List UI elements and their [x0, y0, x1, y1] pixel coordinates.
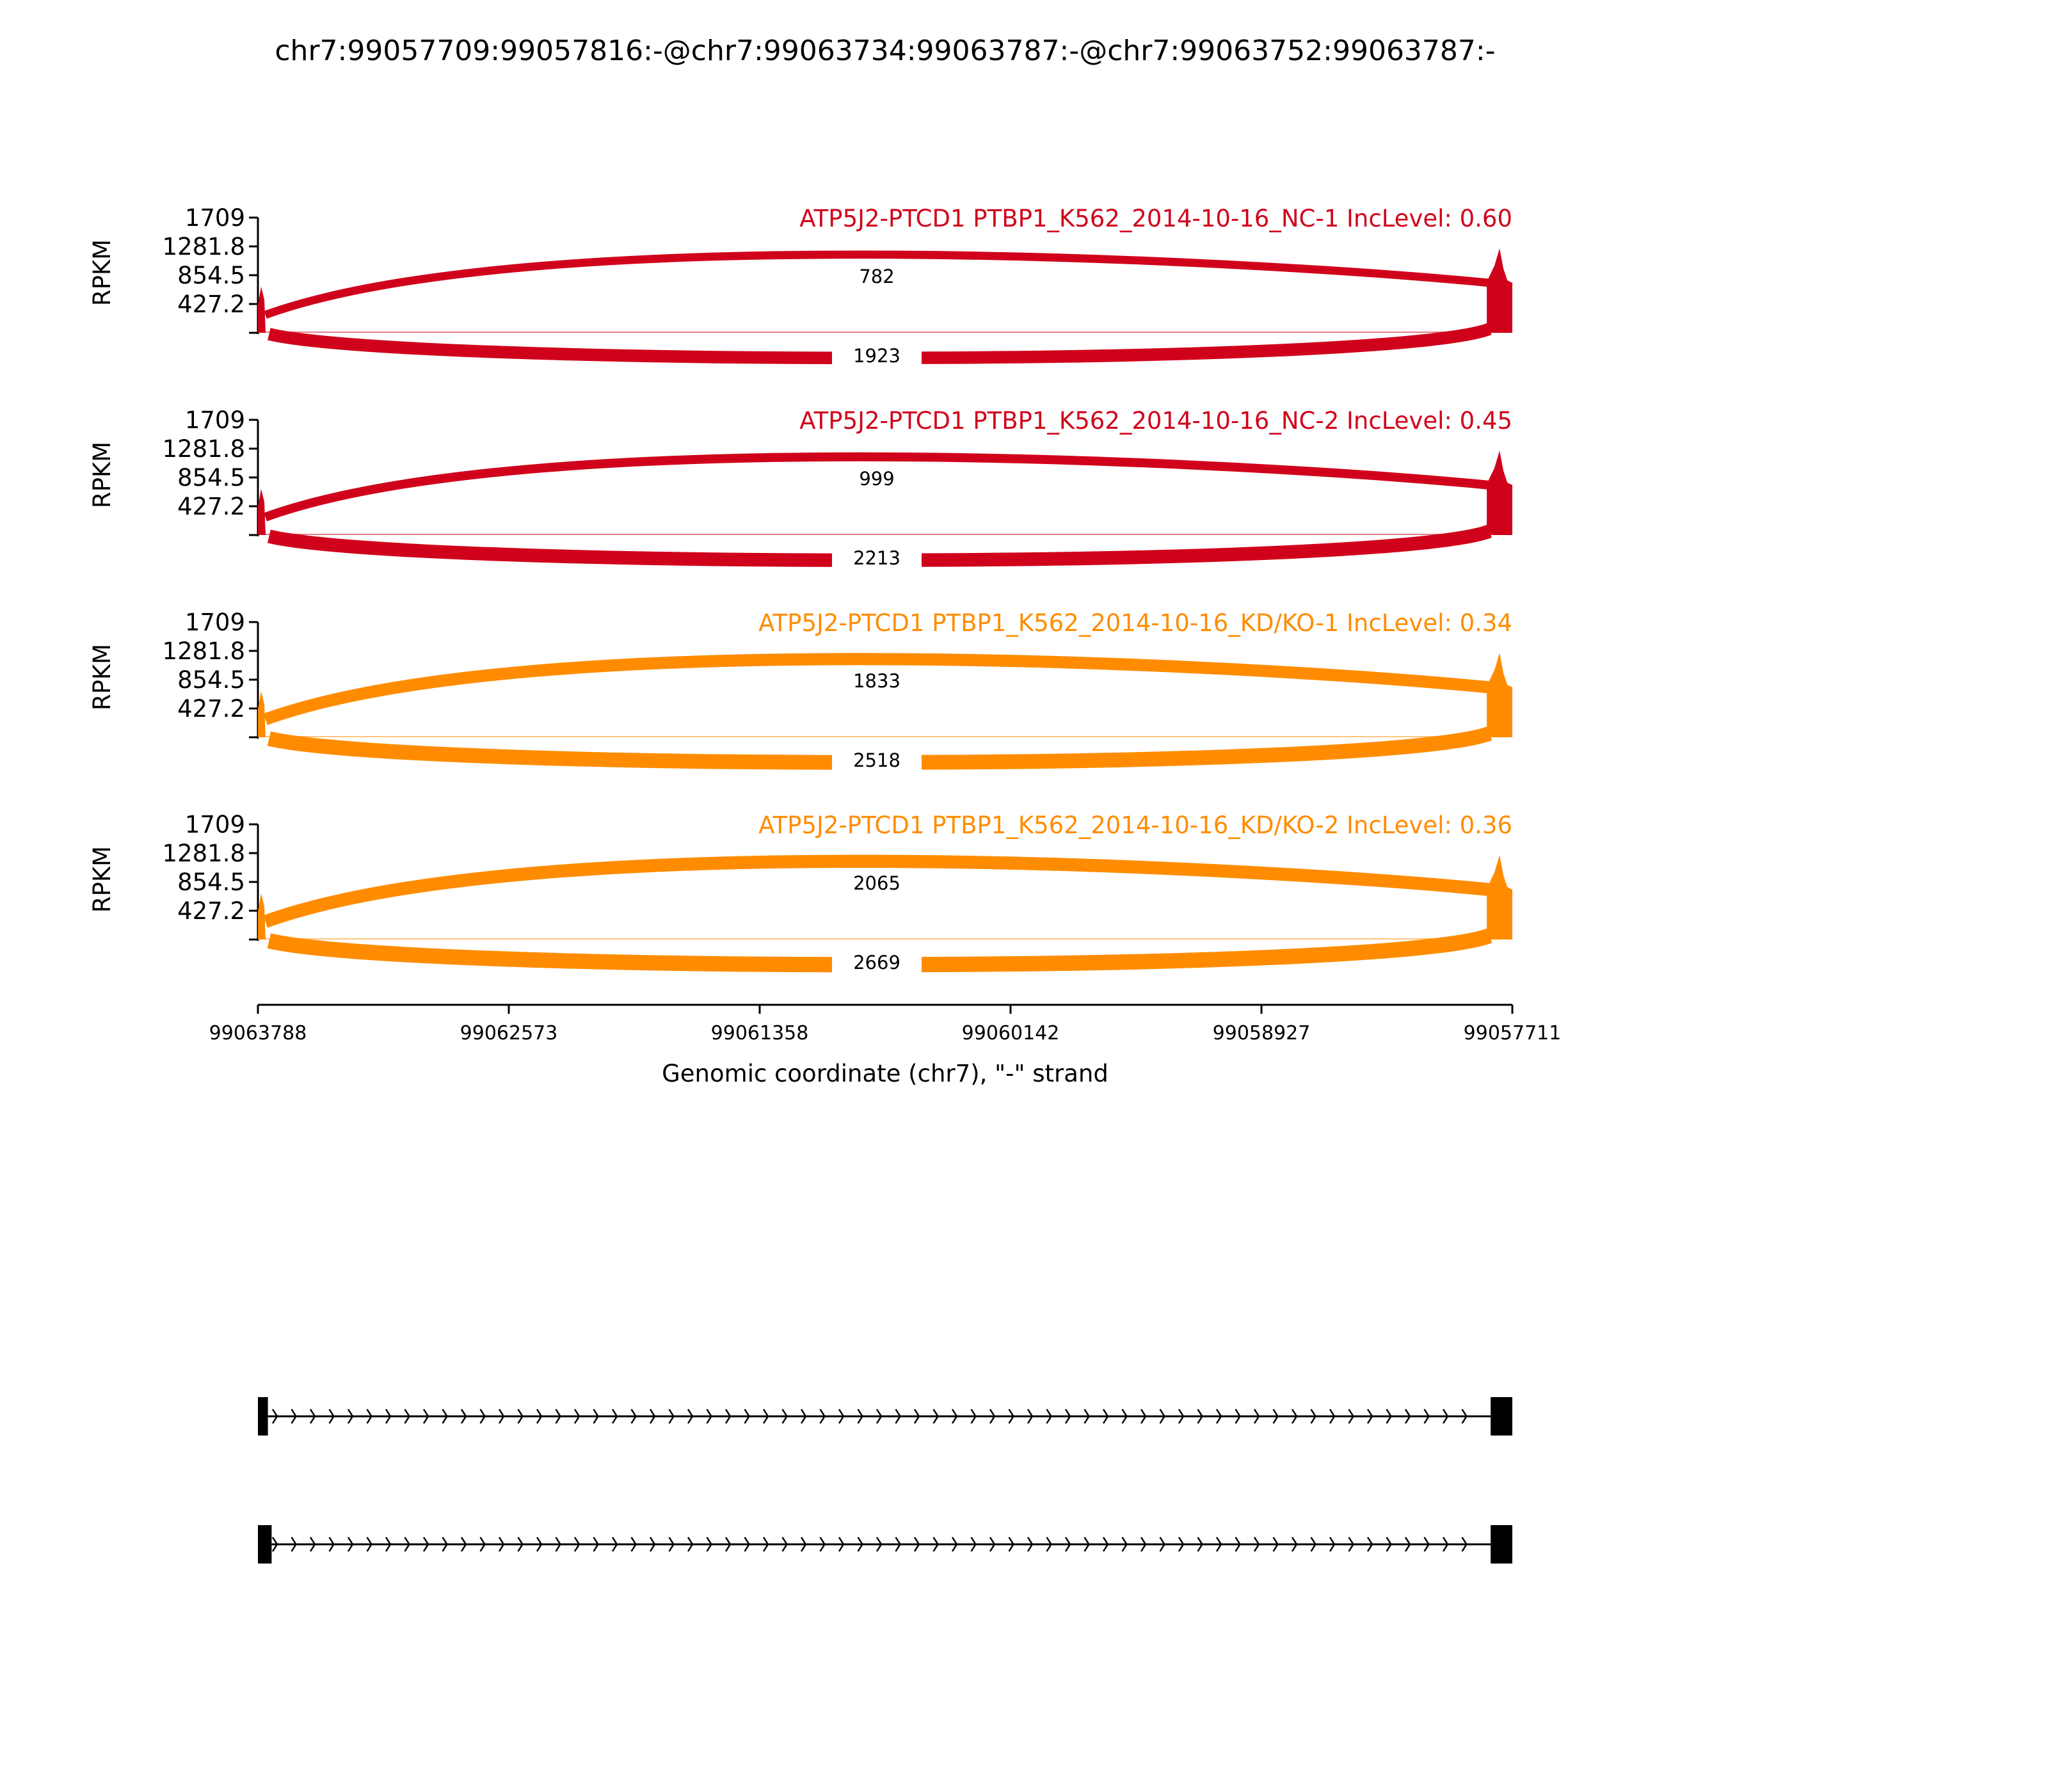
panel-title: ATP5J2-PTCD1 PTBP1_K562_2014-10-16_NC-2 IncLevel: 0.45: [799, 407, 1512, 435]
y-tick-label: 854.5: [177, 464, 245, 492]
y-tick-label: 427.2: [177, 897, 245, 925]
junction-count-label: 2213: [853, 547, 900, 569]
exon-block: [258, 1525, 271, 1564]
coverage-left-exon: [258, 287, 266, 333]
y-tick-label: 1709: [184, 609, 245, 636]
y-tick-label: 854.5: [177, 868, 245, 896]
panel-title: ATP5J2-PTCD1 PTBP1_K562_2014-10-16_KD/KO-2 IncLevel: 0.36: [758, 812, 1512, 839]
y-axis-label: RPKM: [88, 845, 116, 913]
isoform-track: [258, 1397, 1512, 1436]
x-tick-label: 99061358: [710, 1022, 809, 1044]
junction-count-label: 782: [859, 266, 895, 287]
x-axis-label: Genomic coordinate (chr7), "-" strand: [662, 1060, 1108, 1087]
y-axis-label: RPKM: [88, 441, 116, 509]
y-axis-label: RPKM: [88, 239, 116, 307]
y-tick-label: 427.2: [177, 493, 245, 521]
coverage-right-exon: [1487, 855, 1512, 940]
sashimi-panel: [88, 811, 1512, 973]
y-tick-label: 1281.8: [162, 435, 245, 463]
sashimi-panels: [88, 204, 1512, 973]
x-tick-label: 99057711: [1463, 1022, 1562, 1044]
coverage-left-exon: [258, 489, 266, 535]
x-tick-label: 99063788: [209, 1022, 307, 1044]
y-tick-label: 1281.8: [162, 637, 245, 665]
junction-count-label: 1923: [853, 345, 900, 367]
isoform-track: [258, 1525, 1512, 1564]
isoform-tracks: [258, 1397, 1512, 1564]
y-tick-label: 854.5: [177, 666, 245, 694]
panel-title: ATP5J2-PTCD1 PTBP1_K562_2014-10-16_NC-1 IncLevel: 0.60: [799, 205, 1512, 232]
figure-title: chr7:99057709:99057816:-@chr7:99063734:99063787:-@chr7:99063752:99063787:-: [275, 35, 1496, 67]
panel-title: ATP5J2-PTCD1 PTBP1_K562_2014-10-16_KD/KO-1 IncLevel: 0.34: [758, 609, 1512, 637]
sashimi-panel: [88, 406, 1512, 569]
y-tick-label: 1281.8: [162, 839, 245, 867]
y-tick-label: 1709: [184, 204, 245, 232]
coverage-right-exon: [1487, 248, 1512, 333]
y-tick-label: 1709: [184, 811, 245, 838]
junction-count-label: 2518: [853, 749, 900, 771]
y-axis-label: RPKM: [88, 643, 116, 711]
y-tick-label: 1709: [184, 406, 245, 434]
y-tick-label: 427.2: [177, 291, 245, 319]
x-tick-label: 99060142: [961, 1022, 1060, 1044]
y-tick-label: 427.2: [177, 695, 245, 723]
junction-count-label: 2669: [853, 952, 900, 973]
coverage-right-exon: [1487, 653, 1512, 737]
x-axis: [209, 1005, 1562, 1044]
junction-count-label: 1833: [853, 670, 900, 692]
junction-count-label: 999: [859, 468, 895, 490]
x-tick-label: 99058927: [1212, 1022, 1311, 1044]
y-tick-label: 1281.8: [162, 232, 245, 260]
y-tick-label: 854.5: [177, 262, 245, 289]
sashimi-panel: [88, 204, 1512, 367]
exon-block: [1491, 1397, 1512, 1436]
x-tick-label: 99062573: [460, 1022, 558, 1044]
exon-block: [258, 1397, 268, 1436]
sashimi-panel: [88, 609, 1512, 771]
exon-block: [1491, 1525, 1512, 1564]
junction-count-label: 2065: [853, 872, 900, 894]
coverage-right-exon: [1487, 451, 1512, 535]
